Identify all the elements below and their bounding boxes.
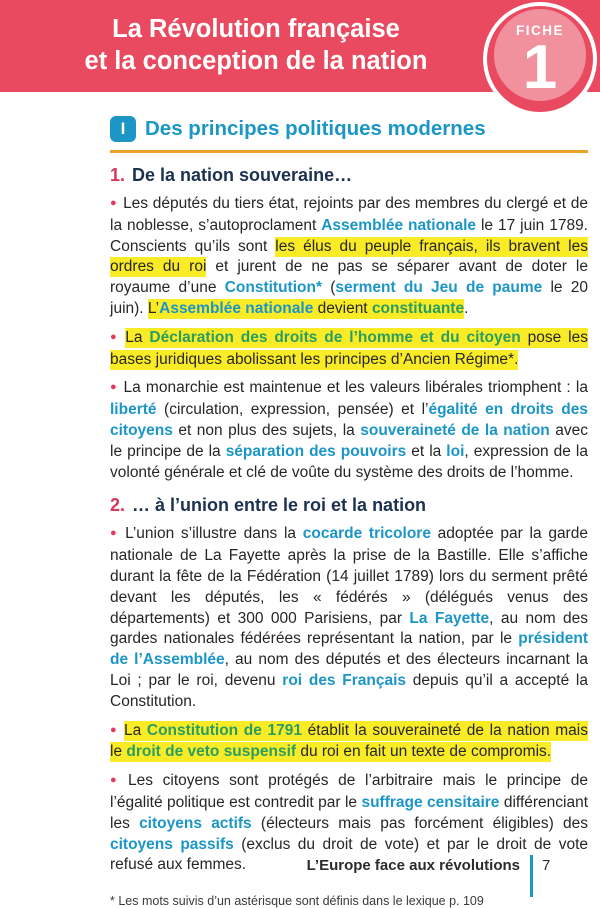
key-term: liberté bbox=[110, 401, 157, 419]
fiche-number: 1 bbox=[522, 33, 558, 102]
text-segment: le 20 juin). bbox=[110, 279, 589, 317]
key-term: cocarde tricolore bbox=[302, 525, 431, 543]
highlighted-text: La bbox=[125, 328, 150, 346]
bullet-icon: ● bbox=[110, 197, 118, 209]
fiche-label: FICHE bbox=[516, 23, 564, 38]
footer-chapter-title: L’Europe face aux révolutions bbox=[306, 857, 520, 874]
key-term: constituante bbox=[371, 299, 465, 317]
subsection-number: 1. bbox=[110, 165, 126, 185]
text-segment: différenciant les bbox=[110, 793, 589, 832]
paragraph bbox=[110, 524, 588, 712]
chapter-title-line1: La Révolution française bbox=[112, 15, 400, 43]
key-term: Constitution de 1791 bbox=[146, 721, 303, 739]
bullet-icon: ● bbox=[110, 774, 122, 787]
bullet-icon: ● bbox=[110, 381, 118, 394]
text-segment: . bbox=[464, 299, 469, 317]
key-term: La Fayette bbox=[409, 609, 490, 627]
fiche-badge-circle bbox=[487, 6, 593, 112]
text-segment: La monarchie est maintenue et les valeurs libérales triomphent : la bbox=[123, 379, 588, 397]
text-segment: et jurent de ne pas se séparer avant de doter le royaume d’une bbox=[110, 258, 589, 297]
text-segment: (exclus du droit de vote) et par le droit de vote refusé aux femmes. bbox=[110, 835, 588, 874]
text-segment: (circulation, expression, pensée) et l’ bbox=[156, 401, 429, 419]
highlighted-text: pose les bases juridiques abolissant les principes d’Ancien Régime*. bbox=[110, 328, 588, 368]
key-term: Assemblée nationale bbox=[159, 299, 314, 317]
key-term: suffrage censitaire bbox=[361, 793, 500, 811]
page-content bbox=[110, 116, 588, 908]
highlighted-text: devient bbox=[313, 299, 372, 317]
key-term: président de l’Assemblée bbox=[110, 630, 588, 669]
key-term: séparation des pouvoirs bbox=[225, 442, 407, 460]
text-segment: le 17 juin 1789. Conscients qu’ils sont bbox=[110, 216, 588, 255]
bullet-icon: ● bbox=[110, 723, 118, 736]
key-term: serment du Jeu de paume bbox=[335, 279, 543, 297]
highlighted-text: les élus du peuple français, ils bravent les ordres du roi bbox=[110, 237, 588, 276]
paragraph bbox=[110, 721, 588, 764]
key-term: souveraineté de la nation bbox=[360, 421, 550, 439]
paragraph bbox=[110, 328, 588, 371]
key-term: Déclaration des droits de l’homme et du citoyen bbox=[149, 328, 521, 346]
fiche-badge bbox=[483, 2, 597, 116]
key-term: Constitution* bbox=[224, 279, 322, 297]
text-segment: adoptée par la garde nationale de La Fayette après la prise de la Bastille. Elle s’affiche durant la fête de la Fédération (14 juillet 1789) lors du serment prêté devant les députés, les « fédérés » (délégués venus des départements) et 300 000 Parisiens, par bbox=[110, 525, 588, 627]
text-segment: depuis qu’il a accepté la Constitution. bbox=[110, 671, 588, 710]
page-number: 7 bbox=[542, 857, 551, 874]
subsection-title: De la nation souveraine… bbox=[132, 165, 353, 185]
highlighted-text: La bbox=[124, 721, 147, 739]
footnote: * Les mots suivis d’un astérisque sont définis dans le lexique p. 109 bbox=[110, 894, 484, 908]
text-segment: et non plus des sujets, la bbox=[172, 421, 361, 439]
highlighted-text: établit la souveraineté de la nation mais le bbox=[110, 721, 588, 761]
section-numeral-badge: I bbox=[110, 116, 136, 142]
key-term: droit de veto suspensif bbox=[126, 743, 297, 761]
text-segment: , au nom des gardes nationales fédérées représentant la nation, par le bbox=[110, 609, 589, 648]
content-blocks bbox=[110, 164, 588, 876]
subsection-heading bbox=[110, 494, 588, 516]
section-heading bbox=[110, 116, 588, 153]
key-term: loi bbox=[446, 442, 465, 460]
highlighted-text: du roi en fait un texte de compromis. bbox=[296, 743, 552, 761]
section-title: Des principes politiques modernes bbox=[145, 117, 486, 140]
subsection-title: … à l’union entre le roi et la nation bbox=[132, 495, 427, 516]
key-term: roi des Français bbox=[282, 671, 407, 689]
key-term: citoyens passifs bbox=[110, 835, 234, 853]
text-segment: L’union s’illustre dans la bbox=[125, 525, 303, 543]
paragraph bbox=[110, 378, 588, 483]
text-segment: Les députés du tiers état, rejoints par des membres du clergé et de la noblesse, s’autoproclament bbox=[110, 195, 588, 234]
bullet-icon: ● bbox=[110, 330, 120, 343]
text-segment: Les citoyens sont protégés de l’arbitraire mais le principe de l’égalité politique est contredit par le bbox=[110, 772, 588, 811]
chapter-title bbox=[0, 13, 512, 77]
text-segment: (électeurs mais pas forcément éligibles) des bbox=[251, 814, 588, 832]
paragraph bbox=[110, 194, 588, 320]
text-segment: , expression de la volonté générale et clé de voûte du système des droits de l’homme. bbox=[110, 442, 588, 481]
text-segment: et la bbox=[406, 442, 447, 460]
key-term: Assemblée nationale bbox=[321, 216, 477, 234]
text-segment: , au nom des députés et des électeurs incarnant la Loi ; par le roi, devenu bbox=[110, 651, 589, 689]
subsection-number: 2. bbox=[110, 495, 126, 516]
footer-divider-bar bbox=[530, 855, 533, 897]
text-segment: avec le principe de la bbox=[110, 421, 588, 460]
chapter-title-line2: et la conception de la nation bbox=[84, 47, 428, 75]
highlighted-text: L’ bbox=[147, 299, 160, 317]
key-term: citoyens actifs bbox=[139, 814, 252, 832]
key-term: égalité en droits des citoyens bbox=[110, 401, 588, 439]
subsection-heading bbox=[110, 164, 588, 186]
bullet-icon: ● bbox=[110, 527, 120, 540]
text-segment: ( bbox=[321, 279, 336, 297]
